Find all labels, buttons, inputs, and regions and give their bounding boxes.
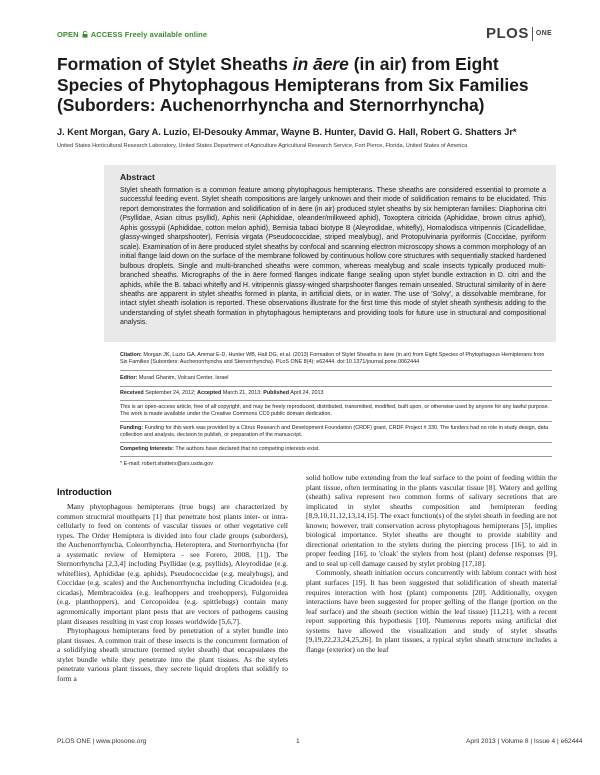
citation-label: Citation: (120, 352, 142, 358)
divider (120, 400, 552, 401)
accepted-date: March 21, 2013; (222, 390, 262, 396)
editor (120, 375, 552, 382)
logo-mark: PLOS (486, 25, 529, 42)
received-label: Received (120, 390, 144, 396)
open-access-badge (57, 30, 207, 39)
paragraph: solid hollow tube extending from the leaf surface to the point of feeding within the plant tissue, often terminating in the plants vascular tissue [8]. Watery and gelling (sheath) saliva represent two common forms of salivary secretions that are implicated in stylet sheaths composition and hemipteran feeding [8,9,10,11,12,13,14,15]. The exact function(s) of the stylet sheath in feeding are not known; however, trait conservation across phytophagous hemipterans [5], implies biological importance. Stylet sheaths are thought to provide stability and directional orientation to the stylets during the piercing process [16], to aid in proper feeding [16], to 'cloak' the stylets from host (plant) defense responses [9], and to seal up cell damage caused by stylet probing [17,18]. (306, 473, 557, 568)
section-heading-introduction: Introduction (57, 486, 112, 497)
editor-label: Editor: (120, 375, 138, 381)
competing-interests (120, 446, 552, 453)
received-date: September 24, 2012; (145, 390, 196, 396)
access-label: ACCESS (90, 30, 123, 39)
logo-sub: ONE (535, 30, 552, 37)
competing-text: The authors have declared that no competing interests exist. (175, 446, 320, 452)
citation-text: Morgan JK, Luzio GA, Ammar E-D, Hunter WB, Hall DG, et al. (2013) Formation of Stylet Sheaths in āere (in air) from Eight Species of Phytophagous Hemipterans from Six Families (Suborders: Auchenorrhyncha and Sternorrhyncha). PLoS ONE 8(4): e62444. doi:10.1371/journal.pone.0062444 (120, 352, 545, 366)
dates (120, 390, 552, 397)
free-label: Freely available online (124, 30, 208, 39)
page-number: 1 (296, 738, 300, 745)
competing-label: Competing Interests: (120, 446, 174, 452)
open-lock-icon (82, 31, 88, 38)
abstract-text (120, 186, 546, 328)
published-date: April 24, 2013 (290, 390, 324, 396)
accepted-label: Accepted (197, 390, 222, 396)
affiliation: United States Horticultural Research Laboratory, United States Department of Agriculture Agricultural Research Service, Fort Pierce, Florida, United States of America (57, 143, 468, 149)
divider (120, 442, 552, 443)
funding-label: Funding: (120, 425, 144, 431)
license: This is an open-access article, free of all copyright, and may be freely reproduced, distributed, transmitted, modified, built upon, or otherwise used by anyone for any lawful purpose. The work is made available under the Creative Commons CC0 public domain dedication. (120, 404, 550, 418)
divider (120, 421, 552, 422)
footer-issue: April 2013 | Volume 8 | Issue 4 | e62444 (466, 738, 583, 745)
body-column-left (57, 502, 288, 683)
published-label: Published (263, 390, 290, 396)
body-column-right (306, 473, 557, 654)
paragraph: Commonly, sheath initiation occurs concurrently with labium contact with host plant surfaces [19]. It has been suggested that solidification of sheath material requires interaction with host (plant) components [20]. Additionally, oxygen interactions have been suggested for proper gelling of the flange (portion on the leaf surface) and the sheath (section within the leaf tissue) [11,21], with a recent report supporting this hypothesis [10]. Numerous reports using artificial diet systems have allowed the visualization and study of stylet sheaths [9,19,22,23,24,25,26]. In plant tissues, a typical stylet sheath structure includes a flange (exterior) on the leaf (306, 568, 557, 654)
editor-text: Murad Ghanim, Volcani Center, Israel (138, 375, 229, 381)
title-italic: in āere (292, 54, 349, 74)
paragraph: Phytophagous hemipterans feed by penetration of a stylet bundle into plant tissues. A common trait of these insects is the concurrent formation of a solidifying sheath structure (termed stylet sheath) that encapsulates the stylet bundle while they penetrate into the plant tissues. As the stylets penetrate various plant tissues, they secrete liquid droplets that solidify to form a (57, 626, 288, 683)
funding-text: Funding for this work was provided by a Citrus Research and Development Foundation (CRDF) grant, CRDF Project # 330. The funders had no role in study design, data collection and analysis, decision to publish, or preparation of the manuscript. (120, 425, 549, 439)
divider (120, 386, 552, 387)
citation (120, 352, 552, 366)
logo-divider (532, 27, 533, 41)
corresponding-email: * E-mail: robert.shatters@ars.usda.gov (120, 461, 213, 467)
divider (120, 456, 552, 457)
author-list: J. Kent Morgan, Gary A. Luzio, El-Desouky Ammar, Wayne B. Hunter, David G. Hall, Robert G. Shatters Jr* (57, 127, 517, 137)
open-access-label: OPEN (57, 30, 79, 39)
abstract-heading: Abstract (120, 172, 155, 182)
paragraph: Many phytophagous hemipterans (true bugs) are characterized by common structural mouthparts [1] that penetrate host plants inter- or intra-cellularly to feed on contents of vascular tissues or other vegetative cell types. The Order Hemiptera is divided into four clade groups (suborders), the Auchenorrhyncha, Coleorrhyncha, Heteroptera, and Sternorrhyncha (for a systematic review of Hemiptera - see Forero, 2008, [1]). The Sternorrhyncha [2,3,4] including Psyllidae (e.g. psyllids), Aleyrodidae (e.g. whiteflies), Aphididae (e.g. aphids), Pseudococcidae (e.g. mealybugs), and Coccidae (e.g. scales) and the Auchenorrhyncha including Cicadoidea (e.g. cicadas), Membracoidea (e.g. leafhoppers and treehoppers), Fulgoroidea (e.g. planthoppers), and Cercopoidea (e.g. spittlebugs) contain many agronomically important plant pests that are vectors of pathogens causing plant diseases resulting in vast crop losses worldwide [5,6,7]. (57, 502, 288, 626)
footer-journal: PLOS ONE | www.plosone.org (57, 738, 147, 745)
title-pre: Formation of Stylet Sheaths (57, 54, 293, 74)
funding (120, 425, 552, 439)
plos-one-logo (486, 25, 552, 42)
abstract-paragraph: Stylet sheath formation is a common feature among phytophagous hemipterans. These sheaths are considered essential to promote a successful feeding event. Stylet sheath compositions are largely unknown and their mode of solidification remains to be elucidated. This report demonstrates the formation and solidification of in āere (in air) produced stylet sheaths by six hemipteran families: Diaphorina citri (Psyllidae, Asian citrus psyllid), Aphis nerii (Aphididae, oleander/milkweed aphid), Toxoptera citricida (Aphididae, brown citrus aphid), Aphis gossypii (Aphididae, cotton melon aphid), Bemisia tabaci biotype B (Aleyrodidae, whitefly), Homalodisca vitripennis (Cicadellidae, glassy-winged sharpshooter), Ferrisia virgata (Pseudococcidae, striped mealybug), and Protopulvinaria pyriformis (Coccidae, pyriform scale). Examination of in āere produced stylet sheaths by confocal and scanning electron microscopy shows a common morphology of an initial flange laid down on the surface of the membrane followed by continuous hollow core structures with sequentially stacked hardened bulbous droplets. Single and multi-branched sheaths were common, whereas mealybug and scale insects typically produced multi-branched sheaths. Micrographs of the in āere formed flanges indicate flange sealing upon stylet bundle extraction in D. citri and the aphids, while the B. tabaci whitefly and H. vitripennis glassy-winged sharpshooter flanges remain unsealed. Structural similarity of in āere sheaths are apparent in stylet sheaths formed in planta, in artificial diets, or in water. The use of 'Solvy', a dissolvable membrane, for intact stylet sheath isolation is reported. These observations illustrate for the first time this mode of stylet sheath synthesis adding to the understanding of stylet sheath formation in phytophagous hemipterans and providing tools for future use in structural and compositional analysis. (120, 187, 546, 327)
paper-title (57, 54, 557, 116)
divider (120, 370, 552, 371)
title-post: (in air) from Eight Species of Phytophagous Hemipterans from Six Families (Suborders: Auchenorrhyncha and Sternorrhyncha) (57, 54, 529, 115)
